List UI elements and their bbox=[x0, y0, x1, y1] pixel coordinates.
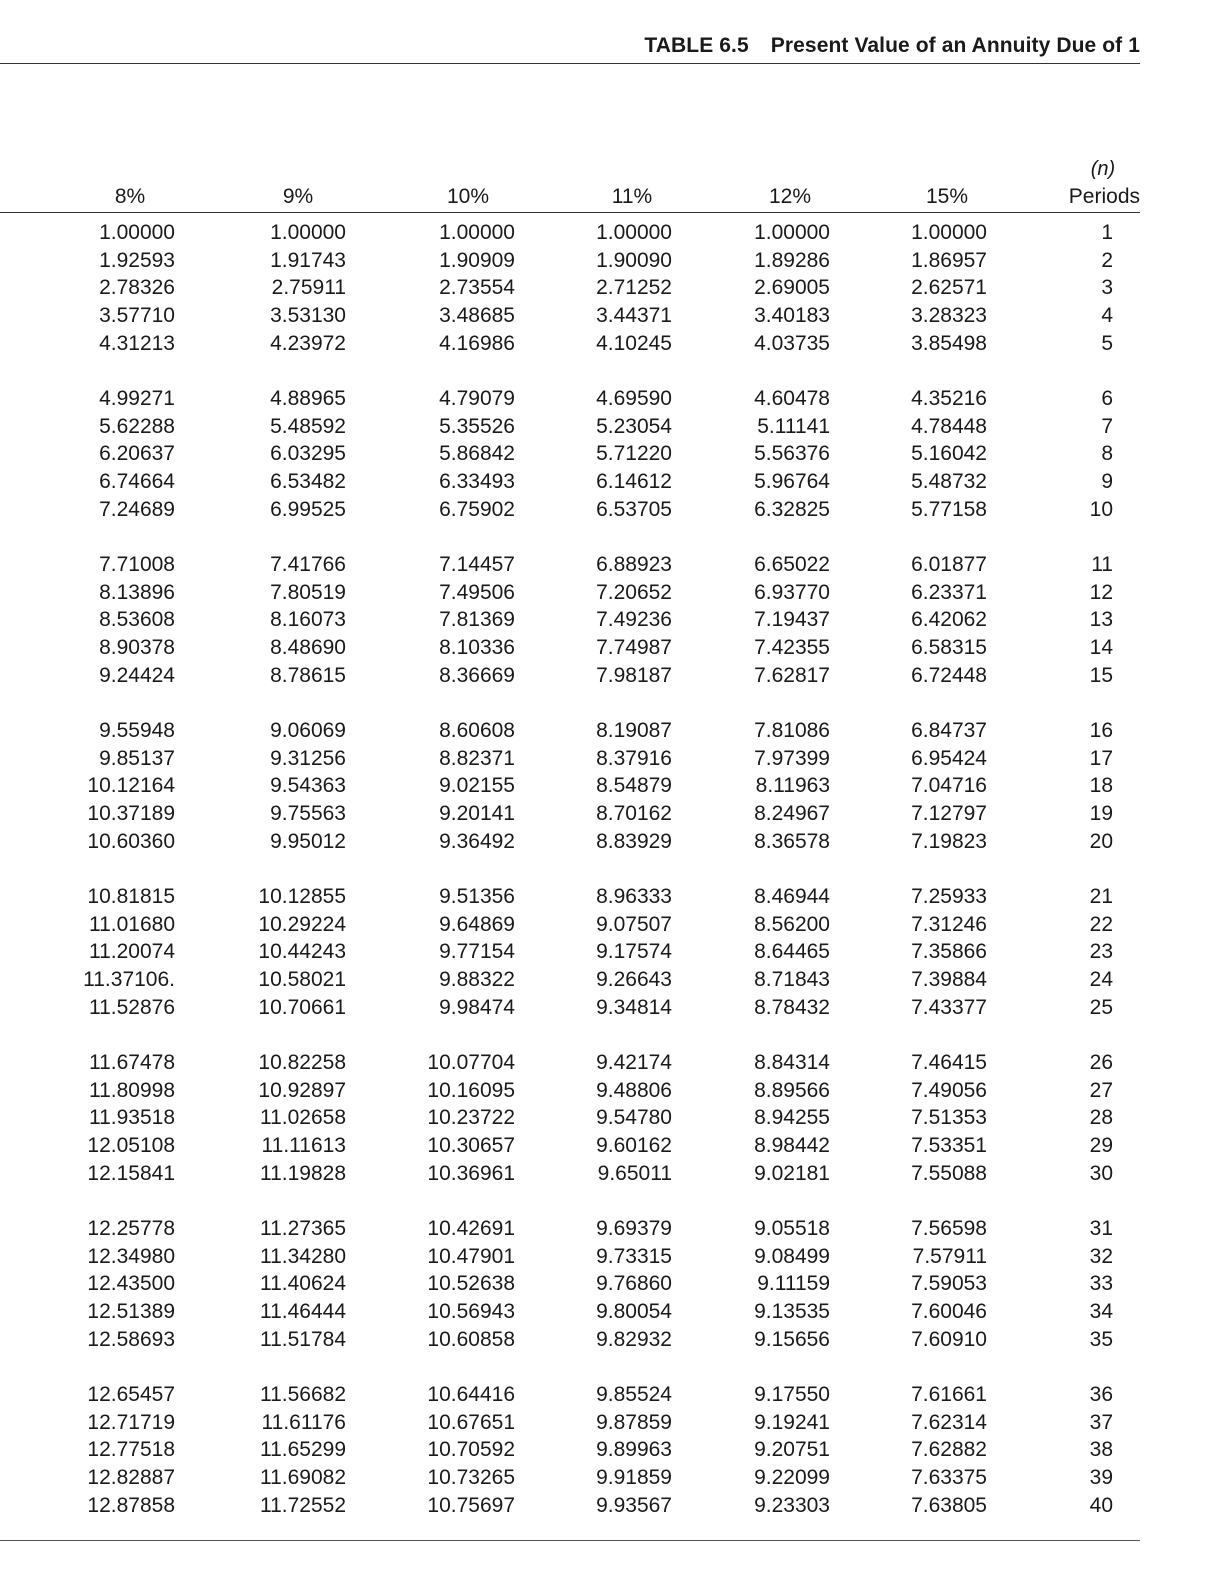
table-cell: 7.49056 bbox=[911, 1078, 987, 1102]
table-cell: 9.20751 bbox=[754, 1438, 830, 1462]
table-cell: 1.00000 bbox=[754, 221, 830, 244]
table-cell: 10.75697 bbox=[427, 1493, 515, 1517]
period-number: 20 bbox=[1089, 829, 1113, 853]
table-cell: 10.67651 bbox=[427, 1410, 515, 1434]
table-cell: 4.23972 bbox=[270, 331, 346, 355]
table-cell: 8.89566 bbox=[754, 1078, 830, 1102]
table-cell: 9.22099 bbox=[754, 1466, 830, 1490]
period-number: 8 bbox=[1101, 442, 1113, 466]
table-cell: 11.19828 bbox=[259, 1161, 346, 1185]
table-cell: 4.79079 bbox=[439, 387, 515, 410]
table-cell: 7.20652 bbox=[596, 580, 672, 604]
table-cell: 1.91743 bbox=[270, 248, 346, 272]
period-number: 9 bbox=[1101, 470, 1113, 494]
table-cell: 2.71252 bbox=[596, 276, 672, 300]
table-cell: 8.36578 bbox=[754, 829, 830, 853]
table-cell: 7.42355 bbox=[754, 636, 830, 660]
table-cell: 9.85137 bbox=[99, 746, 175, 770]
table-cell: 8.64465 bbox=[754, 940, 830, 964]
table-cell: 7.19437 bbox=[754, 608, 830, 632]
table-cell: 11.20074 bbox=[88, 940, 175, 964]
period-number: 18 bbox=[1089, 774, 1113, 798]
header-n-label: (n) bbox=[1090, 158, 1116, 180]
table-cell: 4.03735 bbox=[754, 331, 830, 355]
table-cell: 7.43377 bbox=[911, 995, 987, 1019]
table-cell: 7.62817 bbox=[754, 663, 830, 687]
table-cell: 11.34280 bbox=[259, 1244, 346, 1268]
period-number: 6 bbox=[1101, 387, 1113, 410]
table-cell: 8.53608 bbox=[99, 608, 175, 632]
period-number: 38 bbox=[1089, 1438, 1113, 1462]
table-cell: 9.88322 bbox=[439, 968, 515, 992]
table-cell: 12.34980 bbox=[87, 1244, 175, 1268]
table-cell: 5.96764 bbox=[754, 470, 830, 494]
table-cell: 8.24967 bbox=[754, 802, 830, 826]
table-cell: 7.97399 bbox=[754, 746, 830, 770]
table-cell: 11.37106. bbox=[83, 968, 175, 992]
period-number: 34 bbox=[1089, 1300, 1113, 1324]
table-cell: 7.56598 bbox=[911, 1217, 987, 1240]
table-cell: 11.46444 bbox=[259, 1300, 346, 1324]
table-cell: 4.31213 bbox=[99, 331, 175, 355]
table-cell: 6.72448 bbox=[911, 663, 987, 687]
table-cell: 9.48806 bbox=[596, 1078, 672, 1102]
period-number: 27 bbox=[1089, 1078, 1113, 1102]
table-cell: 6.01877 bbox=[911, 553, 987, 576]
table-cell: 8.11963 bbox=[755, 774, 830, 798]
table-cell: 8.36669 bbox=[439, 663, 515, 687]
table-cell: 3.48685 bbox=[439, 304, 515, 328]
table-cell: 10.52638 bbox=[427, 1272, 515, 1296]
table-cell: 11.72552 bbox=[259, 1493, 346, 1517]
table-cell: 5.16042 bbox=[911, 442, 987, 466]
table-cell: 1.00000 bbox=[439, 221, 515, 244]
table-cell: 10.44243 bbox=[258, 940, 346, 964]
table-cell: 9.73315 bbox=[596, 1244, 672, 1268]
table-cell: 9.05518 bbox=[754, 1217, 830, 1240]
table-cell: 8.60608 bbox=[439, 719, 515, 742]
table-cell: 7.35866 bbox=[911, 940, 987, 964]
table-cell: 1.86957 bbox=[911, 248, 987, 272]
table-cell: 11.56682 bbox=[259, 1383, 346, 1406]
table-cell: 2.75911 bbox=[271, 276, 346, 300]
table-cell: 8.37916 bbox=[596, 746, 672, 770]
period-number: 12 bbox=[1089, 580, 1113, 604]
period-number: 2 bbox=[1101, 248, 1113, 272]
table-cell: 4.35216 bbox=[911, 387, 987, 410]
header-rate-15: 15% bbox=[925, 185, 969, 208]
header-rate-9: 9% bbox=[282, 185, 314, 208]
table-cell: 6.65022 bbox=[754, 553, 830, 576]
table-cell: 7.62314 bbox=[911, 1410, 987, 1434]
period-number: 11 bbox=[1091, 553, 1113, 576]
period-number: 7 bbox=[1101, 414, 1113, 438]
table-cell: 8.84314 bbox=[754, 1051, 830, 1074]
table-cell: 4.99271 bbox=[99, 387, 175, 410]
table-cell: 11.67478 bbox=[88, 1051, 175, 1074]
table-cell: 9.93567 bbox=[596, 1493, 672, 1517]
period-number: 35 bbox=[1089, 1327, 1113, 1351]
table-cell: 10.82258 bbox=[258, 1051, 346, 1074]
header-rate-12: 12% bbox=[768, 185, 812, 208]
table-cell: 9.19241 bbox=[754, 1410, 830, 1434]
table-cell: 7.59053 bbox=[911, 1272, 987, 1296]
table-caption: Present Value of an Annuity Due of 1 bbox=[770, 34, 1140, 57]
table-cell: 11.61176 bbox=[261, 1410, 346, 1434]
table-cell: 9.17574 bbox=[596, 940, 672, 964]
table-cell: 7.55088 bbox=[911, 1161, 987, 1185]
table-cell: 9.54363 bbox=[270, 774, 346, 798]
table-cell: 7.49506 bbox=[439, 580, 515, 604]
table-cell: 8.70162 bbox=[596, 802, 672, 826]
table-cell: 6.23371 bbox=[911, 580, 987, 604]
table-cell: 7.74987 bbox=[596, 636, 672, 660]
table-cell: 7.63375 bbox=[911, 1466, 987, 1490]
table-cell: 8.19087 bbox=[596, 719, 672, 742]
table-cell: 6.14612 bbox=[596, 470, 672, 494]
period-number: 5 bbox=[1101, 331, 1113, 355]
table-cell: 7.19823 bbox=[911, 829, 987, 853]
table-cell: 9.34814 bbox=[596, 995, 672, 1019]
table-cell: 10.37189 bbox=[87, 802, 175, 826]
table-cell: 4.16986 bbox=[439, 331, 515, 355]
table-cell: 2.73554 bbox=[439, 276, 515, 300]
table-cell: 12.65457 bbox=[87, 1383, 175, 1406]
table-cell: 4.69590 bbox=[596, 387, 672, 410]
table-cell: 1.00000 bbox=[270, 221, 346, 244]
period-number: 3 bbox=[1101, 276, 1113, 300]
period-number: 10 bbox=[1089, 497, 1113, 521]
table-cell: 1.89286 bbox=[754, 248, 830, 272]
period-number: 16 bbox=[1089, 719, 1113, 742]
table-cell: 7.80519 bbox=[270, 580, 346, 604]
table-cell: 6.20637 bbox=[99, 442, 175, 466]
table-cell: 7.62882 bbox=[911, 1438, 987, 1462]
table-cell: 1.00000 bbox=[596, 221, 672, 244]
table-cell: 7.31246 bbox=[911, 912, 987, 936]
table-cell: 9.11159 bbox=[757, 1272, 830, 1296]
table-cell: 5.77158 bbox=[911, 497, 987, 521]
table-cell: 9.60162 bbox=[596, 1134, 672, 1158]
table-cell: 8.56200 bbox=[754, 912, 830, 936]
table-cell: 1.90909 bbox=[439, 248, 515, 272]
table-cell: 8.78432 bbox=[754, 995, 830, 1019]
table-cell: 9.24424 bbox=[99, 663, 175, 687]
period-number: 33 bbox=[1089, 1272, 1113, 1296]
header-rate-10: 10% bbox=[446, 185, 490, 208]
period-number: 40 bbox=[1089, 1493, 1113, 1517]
table-cell: 9.76860 bbox=[596, 1272, 672, 1296]
table-cell: 6.74664 bbox=[99, 470, 175, 494]
table-cell: 8.96333 bbox=[596, 885, 672, 908]
table-cell: 7.04716 bbox=[911, 774, 987, 798]
table-cell: 10.60360 bbox=[87, 829, 175, 853]
table-cell: 7.98187 bbox=[596, 663, 672, 687]
table-cell: 8.48690 bbox=[270, 636, 346, 660]
table-cell: 9.82932 bbox=[596, 1327, 672, 1351]
table-cell: 9.95012 bbox=[270, 829, 346, 853]
table-cell: 11.11613 bbox=[261, 1134, 346, 1158]
table-cell: 11.02658 bbox=[259, 1106, 346, 1130]
table-cell: 8.78615 bbox=[270, 663, 346, 687]
table-cell: 12.51389 bbox=[87, 1300, 175, 1324]
table-cell: 5.11141 bbox=[757, 414, 830, 438]
table-cell: 8.54879 bbox=[596, 774, 672, 798]
table-cell: 10.16095 bbox=[427, 1078, 515, 1102]
table-cell: 6.95424 bbox=[911, 746, 987, 770]
table-cell: 9.87859 bbox=[596, 1410, 672, 1434]
table-cell: 7.61661 bbox=[911, 1383, 987, 1406]
table-cell: 9.64869 bbox=[439, 912, 515, 936]
period-number: 4 bbox=[1101, 304, 1113, 328]
table-cell: 9.06069 bbox=[270, 719, 346, 742]
table-cell: 10.07704 bbox=[427, 1051, 515, 1074]
table-cell: 5.62288 bbox=[99, 414, 175, 438]
period-number: 23 bbox=[1089, 940, 1113, 964]
table-cell: 1.92593 bbox=[99, 248, 175, 272]
table-cell: 8.71843 bbox=[754, 968, 830, 992]
table-cell: 11.40624 bbox=[259, 1272, 346, 1296]
table-cell: 12.87858 bbox=[87, 1493, 175, 1517]
table-cell: 7.41766 bbox=[270, 553, 346, 576]
period-number: 19 bbox=[1089, 802, 1113, 826]
period-number: 39 bbox=[1089, 1466, 1113, 1490]
table-cell: 10.70661 bbox=[258, 995, 346, 1019]
table-cell: 5.48592 bbox=[270, 414, 346, 438]
table-cell: 3.28323 bbox=[911, 304, 987, 328]
table-cell: 12.43500 bbox=[87, 1272, 175, 1296]
table-cell: 7.53351 bbox=[911, 1134, 987, 1158]
table-cell: 12.77518 bbox=[87, 1438, 175, 1462]
table-cell: 3.44371 bbox=[596, 304, 672, 328]
table-cell: 4.60478 bbox=[754, 387, 830, 410]
table-cell: 7.24689 bbox=[99, 497, 175, 521]
period-number: 36 bbox=[1089, 1383, 1113, 1406]
table-cell: 6.75902 bbox=[439, 497, 515, 521]
period-number: 26 bbox=[1089, 1051, 1113, 1074]
table-cell: 5.71220 bbox=[596, 442, 672, 466]
table-cell: 10.58021 bbox=[258, 968, 346, 992]
table-cell: 8.94255 bbox=[754, 1106, 830, 1130]
period-number: 17 bbox=[1089, 746, 1113, 770]
table-cell: 9.89963 bbox=[596, 1438, 672, 1462]
table-cell: 6.53705 bbox=[596, 497, 672, 521]
table-cell: 7.12797 bbox=[911, 802, 987, 826]
table-cell: 11.52876 bbox=[88, 995, 175, 1019]
table-cell: 1.90090 bbox=[596, 248, 672, 272]
table-cell: 10.36961 bbox=[427, 1161, 515, 1185]
table-cell: 8.83929 bbox=[596, 829, 672, 853]
table-cell: 10.92897 bbox=[258, 1078, 346, 1102]
table-cell: 6.33493 bbox=[439, 470, 515, 494]
table-cell: 6.58315 bbox=[911, 636, 987, 660]
period-number: 14 bbox=[1089, 636, 1113, 660]
table-cell: 9.15656 bbox=[754, 1327, 830, 1351]
table-cell: 9.69379 bbox=[596, 1217, 672, 1240]
period-number: 37 bbox=[1089, 1410, 1113, 1434]
table-cell: 5.35526 bbox=[439, 414, 515, 438]
table-cell: 2.78326 bbox=[99, 276, 175, 300]
period-number: 31 bbox=[1089, 1217, 1113, 1240]
table-cell: 7.81086 bbox=[754, 719, 830, 742]
table-cell: 7.71008 bbox=[99, 553, 175, 576]
table-cell: 8.16073 bbox=[270, 608, 346, 632]
table-cell: 10.30657 bbox=[427, 1134, 515, 1158]
table-cell: 9.08499 bbox=[754, 1244, 830, 1268]
table-number: TABLE 6.5 bbox=[644, 34, 749, 57]
table-cell: 1.00000 bbox=[911, 221, 987, 244]
table-cell: 9.42174 bbox=[596, 1051, 672, 1074]
table-cell: 3.40183 bbox=[754, 304, 830, 328]
table-cell: 8.13896 bbox=[99, 580, 175, 604]
table-cell: 10.12855 bbox=[258, 885, 346, 908]
table-cell: 8.90378 bbox=[99, 636, 175, 660]
table-cell: 5.48732 bbox=[911, 470, 987, 494]
table-cell: 6.88923 bbox=[596, 553, 672, 576]
table-cell: 10.56943 bbox=[427, 1300, 515, 1324]
table-cell: 12.25778 bbox=[87, 1217, 175, 1240]
table-cell: 11.51784 bbox=[259, 1327, 346, 1351]
table-cell: 5.23054 bbox=[596, 414, 672, 438]
table-cell: 6.53482 bbox=[270, 470, 346, 494]
table-cell: 9.02155 bbox=[439, 774, 515, 798]
table-cell: 4.10245 bbox=[596, 331, 672, 355]
table-cell: 7.46415 bbox=[911, 1051, 987, 1074]
table-cell: 6.93770 bbox=[754, 580, 830, 604]
period-number: 28 bbox=[1089, 1106, 1113, 1130]
table-cell: 8.82371 bbox=[439, 746, 515, 770]
table-cell: 7.63805 bbox=[911, 1493, 987, 1517]
table-cell: 9.02181 bbox=[754, 1161, 830, 1185]
header-rate-11: 11% bbox=[611, 185, 653, 208]
period-number: 1 bbox=[1101, 221, 1113, 244]
table-cell: 10.23722 bbox=[427, 1106, 515, 1130]
table-cell: 5.86842 bbox=[439, 442, 515, 466]
table-cell: 10.42691 bbox=[427, 1217, 515, 1240]
table-cell: 8.46944 bbox=[754, 885, 830, 908]
table-cell: 11.65299 bbox=[259, 1438, 346, 1462]
table-cell: 2.69005 bbox=[754, 276, 830, 300]
table-cell: 6.32825 bbox=[754, 497, 830, 521]
table-cell: 9.91859 bbox=[596, 1466, 672, 1490]
table-cell: 3.53130 bbox=[270, 304, 346, 328]
table-cell: 3.57710 bbox=[99, 304, 175, 328]
table-cell: 7.57911 bbox=[912, 1244, 987, 1268]
table-cell: 9.80054 bbox=[596, 1300, 672, 1324]
table-cell: 7.60910 bbox=[911, 1327, 987, 1351]
table-cell: 2.62571 bbox=[911, 276, 987, 300]
period-number: 25 bbox=[1089, 995, 1113, 1019]
table-cell: 6.03295 bbox=[270, 442, 346, 466]
period-number: 22 bbox=[1089, 912, 1113, 936]
header-rate-8: 8% bbox=[114, 185, 146, 208]
table-cell: 9.77154 bbox=[439, 940, 515, 964]
period-number: 32 bbox=[1089, 1244, 1113, 1268]
table-cell: 9.13535 bbox=[754, 1300, 830, 1324]
table-cell: 5.56376 bbox=[754, 442, 830, 466]
table-cell: 9.51356 bbox=[439, 885, 515, 908]
period-number: 29 bbox=[1089, 1134, 1113, 1158]
table-cell: 9.85524 bbox=[596, 1383, 672, 1406]
table-cell: 7.51353 bbox=[911, 1106, 987, 1130]
table-cell: 11.93518 bbox=[88, 1106, 175, 1130]
table-cell: 10.12164 bbox=[87, 774, 175, 798]
table-cell: 7.14457 bbox=[439, 553, 515, 576]
period-number: 21 bbox=[1089, 885, 1113, 908]
table-cell: 7.81369 bbox=[439, 608, 515, 632]
bottom-rule bbox=[0, 1540, 1140, 1541]
table-cell: 12.58693 bbox=[87, 1327, 175, 1351]
table-cell: 9.98474 bbox=[439, 995, 515, 1019]
table-cell: 9.20141 bbox=[439, 802, 515, 826]
table-cell: 9.31256 bbox=[270, 746, 346, 770]
table-cell: 12.71719 bbox=[87, 1410, 175, 1434]
period-number: 30 bbox=[1089, 1161, 1113, 1185]
table-cell: 9.65011 bbox=[597, 1161, 672, 1185]
period-number: 13 bbox=[1089, 608, 1113, 632]
table-cell: 10.47901 bbox=[427, 1244, 515, 1268]
table-cell: 10.60858 bbox=[427, 1327, 515, 1351]
table-cell: 1.00000 bbox=[99, 221, 175, 244]
table-cell: 9.26643 bbox=[596, 968, 672, 992]
table-cell: 6.84737 bbox=[911, 719, 987, 742]
table-cell: 7.60046 bbox=[911, 1300, 987, 1324]
table-cell: 10.29224 bbox=[258, 912, 346, 936]
table-cell: 8.98442 bbox=[754, 1134, 830, 1158]
header-periods: Periods bbox=[1068, 185, 1140, 208]
table-cell: 12.05108 bbox=[87, 1134, 175, 1158]
table-cell: 11.01680 bbox=[88, 912, 175, 936]
table-cell: 9.17550 bbox=[754, 1383, 830, 1406]
table-cell: 6.99525 bbox=[270, 497, 346, 521]
table-cell: 9.23303 bbox=[754, 1493, 830, 1517]
table-cell: 12.15841 bbox=[87, 1161, 175, 1185]
table-cell: 11.80998 bbox=[88, 1078, 175, 1102]
table-cell: 10.73265 bbox=[427, 1466, 515, 1490]
table-cell: 8.10336 bbox=[439, 636, 515, 660]
table-cell: 10.81815 bbox=[87, 885, 175, 908]
table-cell: 11.27365 bbox=[259, 1217, 346, 1240]
table-cell: 11.69082 bbox=[259, 1466, 346, 1490]
table-cell: 9.75563 bbox=[270, 802, 346, 826]
table-cell: 6.42062 bbox=[911, 608, 987, 632]
table-cell: 10.64416 bbox=[427, 1383, 515, 1406]
period-number: 15 bbox=[1089, 663, 1113, 687]
table-cell: 9.54780 bbox=[596, 1106, 672, 1130]
table-cell: 9.55948 bbox=[99, 719, 175, 742]
table-cell: 9.36492 bbox=[439, 829, 515, 853]
table-cell: 9.07507 bbox=[596, 912, 672, 936]
table-cell: 4.88965 bbox=[270, 387, 346, 410]
table-cell: 7.25933 bbox=[911, 885, 987, 908]
table-cell: 7.49236 bbox=[596, 608, 672, 632]
table-cell: 12.82887 bbox=[87, 1466, 175, 1490]
table-cell: 7.39884 bbox=[911, 968, 987, 992]
period-number: 24 bbox=[1089, 968, 1113, 992]
table-cell: 10.70592 bbox=[427, 1438, 515, 1462]
table-cell: 4.78448 bbox=[911, 414, 987, 438]
table-cell: 3.85498 bbox=[911, 331, 987, 355]
